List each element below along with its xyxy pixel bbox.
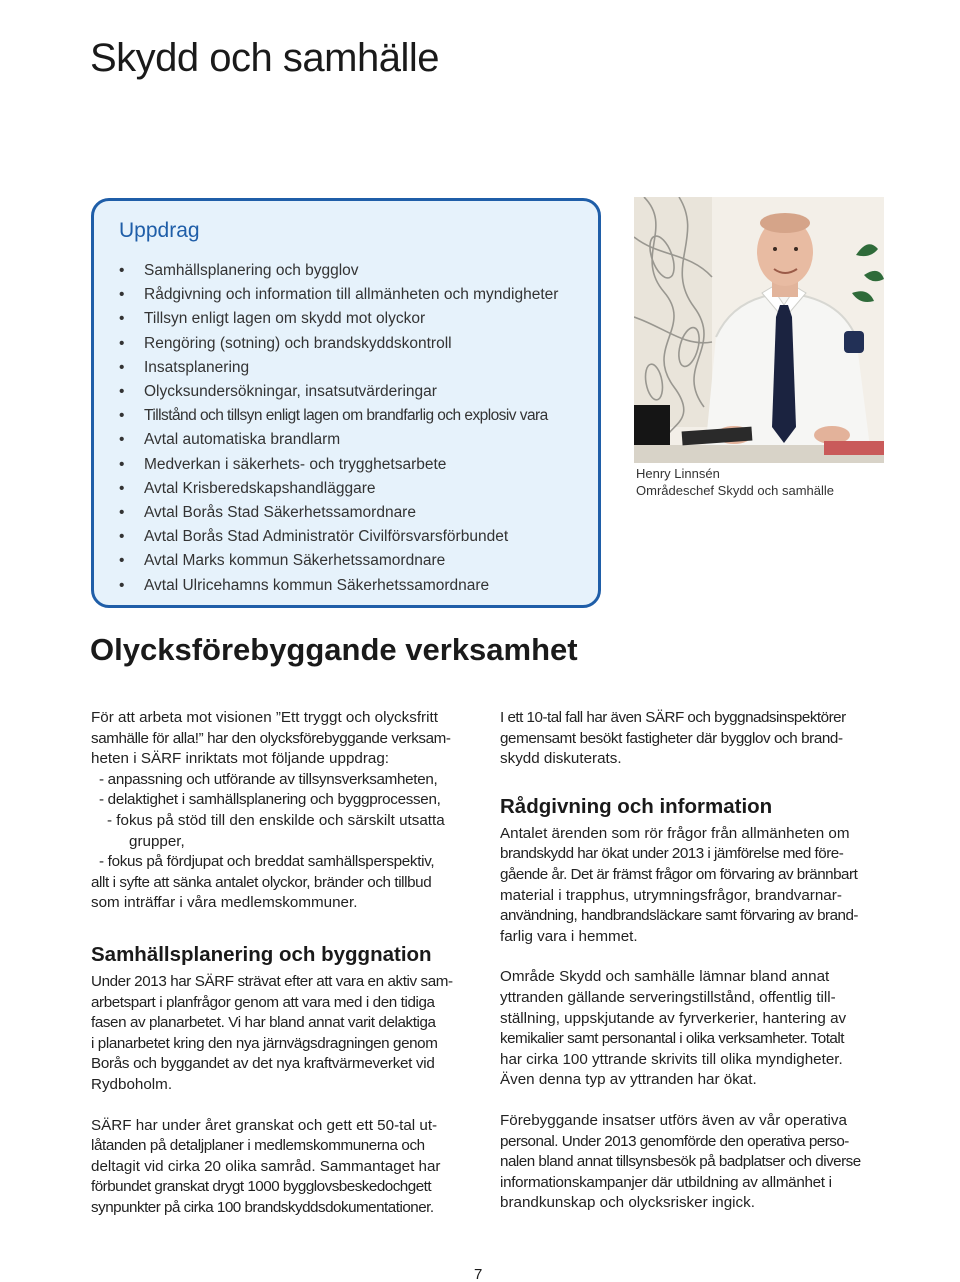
paragraph-line: nalen bland annat tillsynsbesök på badplatser och diverse [500, 1153, 861, 1171]
paragraph-line: samhälle för alla!” har den olycksförebyggande verksam- [91, 729, 451, 747]
list-item: • Rådgivning och information till allmänheten och myndigheter [119, 283, 558, 307]
list-item: • Rengöring (sotning) och brandskyddskontroll [119, 332, 558, 356]
photo-caption-name: Henry Linnsén [636, 466, 720, 481]
list-item: • Olycksundersökningar, insatsutvärderingar [119, 380, 558, 404]
uppdrag-list [119, 259, 558, 598]
right-column [500, 708, 895, 1214]
paragraph-line: Även denna typ av yttranden har ökat. [500, 1071, 757, 1089]
paragraph-line: - delaktighet i samhällsplanering och byggprocessen, [99, 791, 441, 809]
paragraph-line: brandskydd har ökat under 2013 i jämförelse med före- [500, 845, 844, 863]
page-number: 7 [474, 1266, 483, 1282]
paragraph-line: personal. Under 2013 genomförde den operativa perso- [500, 1132, 849, 1150]
paragraph-line: förbundet granskat drygt 1000 bygglovsbeskedochgett [91, 1178, 432, 1196]
bullet-icon: • [119, 552, 125, 570]
uppdrag-title: Uppdrag [119, 219, 200, 242]
list-item: • Samhällsplanering och bygglov [119, 259, 558, 283]
list-item: • Avtal Ulricehamns kommun Säkerhetssamordnare [119, 574, 558, 598]
paragraph-line: yttranden gällande serveringstillstånd, offentlig till- [500, 988, 836, 1006]
portrait-photo [634, 197, 884, 463]
bullet-icon: • [119, 431, 125, 449]
heading-advice: Rådgivning och information [500, 794, 773, 818]
bullet-icon: • [119, 310, 125, 328]
paragraph-line: kemikalier samt personantal i olika verksamheter. Totalt [500, 1030, 844, 1048]
paragraph-line: material i trapphus, utrymningsfrågor, brandvarnar- [500, 886, 842, 904]
left-column [91, 708, 481, 1218]
paragraph-line: - fokus på fördjupat och breddat samhällsperspektiv, [99, 853, 435, 871]
paragraph-line: allt i syfte att sänka antalet olyckor, bränder och tillbud [91, 873, 432, 891]
list-item: • Avtal Borås Stad Administratör Civilförsvarsförbundet [119, 525, 558, 549]
bullet-icon: • [119, 262, 125, 279]
paragraph-line: deltagit vid cirka 20 olika samråd. Sammantaget har [91, 1157, 441, 1175]
paragraph-line: Förebyggande insatser utförs även av vår operativa [500, 1111, 847, 1129]
bullet-icon: • [119, 455, 125, 473]
uppdrag-box [91, 198, 601, 608]
section-title: Olycksförebyggande verksamhet [90, 632, 578, 667]
list-item: • Avtal Borås Stad Säkerhetssamordnare [119, 501, 558, 525]
list-item: • Insatsplanering [119, 356, 558, 380]
paragraph-line: låtanden på detaljplaner i medlemskommunerna och [91, 1137, 425, 1155]
bullet-icon: • [119, 383, 125, 401]
paragraph-line: Antalet ärenden som rör frågor från allmänheten om [500, 824, 850, 842]
paragraph-line: som inträffar i våra medlemskommuner. [91, 894, 358, 912]
paragraph-line: gemensamt besökt fastigheter där bygglov och brand- [500, 729, 843, 747]
paragraph-line: SÄRF har under året granskat och gett ett 50-tal ut- [91, 1116, 438, 1134]
paragraph-line: brandkunskap och olycksrisker ingick. [500, 1194, 755, 1212]
paragraph-line: synpunkter på cirka 100 brandskyddsdokumentationer. [91, 1198, 434, 1216]
bullet-icon: • [119, 504, 125, 522]
paragraph-line: farlig vara i hemmet. [500, 927, 638, 945]
bullet-icon: • [119, 407, 124, 425]
heading-planning: Samhällsplanering och byggnation [91, 942, 432, 966]
paragraph-line: heten i SÄRF inriktats mot följande uppdrag: [91, 750, 390, 768]
paragraph-line: har cirka 100 yttrande skrivits till olika myndigheter. [500, 1050, 843, 1068]
list-item: • Avtal Krisberedskapshandläggare [119, 477, 558, 501]
paragraph-line: informationskampanjer där utbildning av allmänhet i [500, 1173, 832, 1191]
portrait-illustration [634, 197, 884, 463]
paragraph-line: Område Skydd och samhälle lämnar bland annat [500, 968, 830, 986]
bullet-icon: • [119, 576, 125, 594]
list-item: • Tillstånd och tillsyn enligt lagen om brandfarlig och explosiv vara [119, 404, 558, 428]
list-item: • Tillsyn enligt lagen om skydd mot olyckor [119, 307, 558, 331]
paragraph-line: skydd diskuterats. [500, 750, 622, 768]
paragraph-line: Under 2013 har SÄRF strävat efter att vara en aktiv sam- [91, 972, 453, 990]
paragraph-line: Rydboholm. [91, 1075, 173, 1093]
bullet-icon: • [119, 528, 125, 546]
list-item: • Medverkan i säkerhets- och trygghetsarbete [119, 453, 558, 477]
paragraph-line: arbetspart i planfrågor genom att vara med i den tidiga [91, 993, 435, 1011]
paragraph-line: gående år. Det är främst frågor om förvaring av brännbart [500, 865, 858, 883]
paragraph-line: i planarbetet kring den nya järnvägsdragningen genom [91, 1034, 438, 1052]
paragraph-line: - anpassning och utförande av tillsynsverksamheten, [99, 770, 438, 788]
bullet-icon: • [119, 334, 125, 352]
list-item: • Avtal Marks kommun Säkerhetssamordnare [119, 549, 558, 573]
paragraph-line: användning, handbrandsläckare samt förvaring av brand- [500, 907, 858, 925]
paragraph-line: I ett 10-tal fall har även SÄRF och byggnadsinspektörer [500, 709, 846, 726]
paragraph-line: fasen av planarbetet. Vi har bland annat varit delaktiga [91, 1014, 436, 1032]
paragraph-line: För att arbeta mot visionen ”Ett tryggt och olycksfritt [91, 709, 438, 726]
bullet-icon: • [119, 358, 125, 376]
paragraph-line: Borås och byggandet av det nya kraftvärmeverket vid [91, 1055, 435, 1073]
bullet-icon: • [119, 286, 125, 304]
paragraph-line: ställning, uppskjutande av fyrverkerier, hantering av [500, 1009, 847, 1027]
list-item: • Avtal automatiska brandlarm [119, 428, 558, 452]
page-title: Skydd och samhälle [90, 36, 439, 80]
photo-caption-role: Områdeschef Skydd och samhälle [636, 483, 834, 498]
paragraph-line: - fokus på stöd till den enskilde och särskilt utsatta [107, 811, 445, 829]
bullet-icon: • [119, 479, 125, 497]
paragraph-line: grupper, [129, 832, 185, 850]
